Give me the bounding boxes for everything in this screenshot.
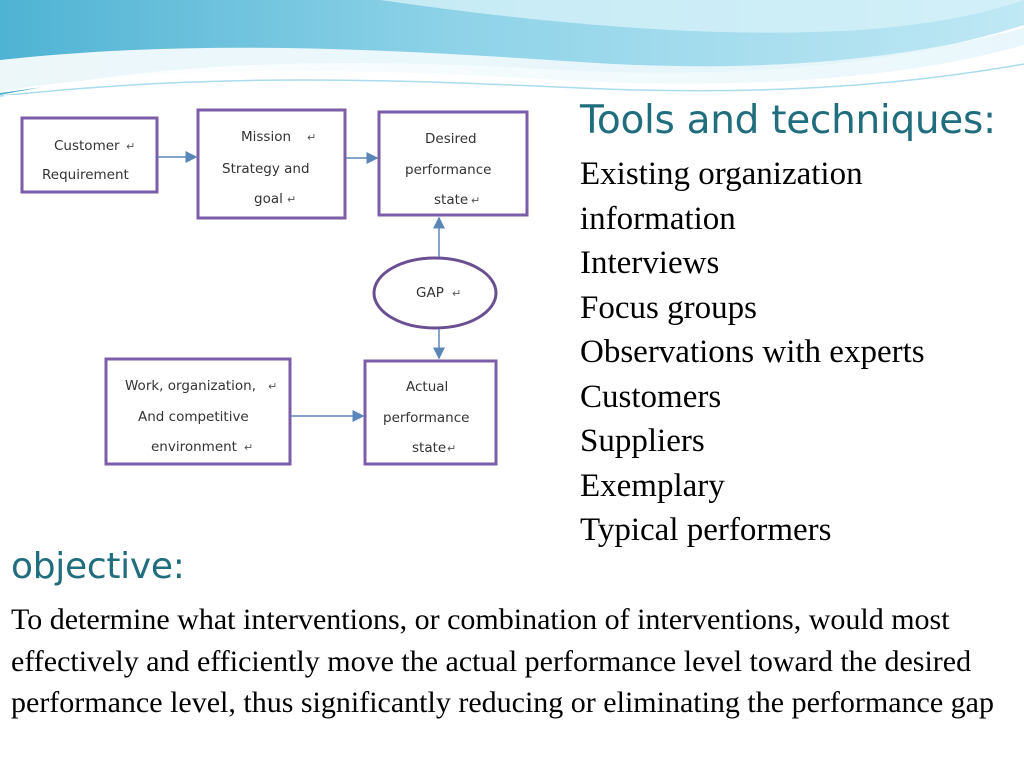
customer-requirement-box (22, 118, 157, 192)
svg-text:Desired: Desired (425, 131, 477, 147)
svg-text:environment: environment (151, 439, 237, 455)
mission-strategy-goal-box (198, 110, 345, 218)
desired-performance-state-box (379, 112, 527, 215)
tools-list-item: Typical performers (580, 512, 832, 548)
svg-text:Mission: Mission (241, 129, 292, 145)
tools-list (580, 152, 1020, 553)
svg-text:performance: performance (383, 410, 470, 426)
svg-text:↵: ↵ (471, 194, 481, 207)
actual-performance-state-box (365, 361, 496, 464)
gap-analysis-diagram (4, 95, 552, 520)
work-environment-box (106, 359, 290, 464)
svg-text:And competitive: And competitive (138, 409, 249, 425)
svg-text:Work, organization,: Work, organization, (125, 378, 256, 394)
svg-text:↵: ↵ (268, 380, 278, 393)
tools-list-item: Suppliers (580, 423, 705, 459)
objective-title: objective: (11, 546, 185, 587)
svg-text:state: state (434, 192, 469, 208)
svg-text:performance: performance (405, 162, 492, 178)
svg-text:Requirement: Requirement (42, 167, 129, 183)
tools-list-item: Interviews (580, 245, 720, 281)
svg-text:GAP: GAP (416, 285, 444, 301)
svg-text:Actual: Actual (406, 379, 449, 395)
svg-text:↵: ↵ (126, 140, 136, 153)
tools-title: Tools and techniques: (580, 98, 996, 143)
tools-list-item: Existing organization (580, 156, 863, 192)
svg-text:↵: ↵ (452, 287, 462, 300)
svg-text:goal: goal (254, 191, 283, 207)
gap-ellipse (374, 258, 496, 328)
svg-text:Customer: Customer (54, 138, 120, 154)
svg-text:state: state (412, 440, 447, 456)
objective-text: To determine what interventions, or combination of interventions, would most effectively and efficiently move the actual performance level toward the desired performance level, thus significantly reducing or eliminating the performance gap (11, 603, 994, 719)
tools-list-item: information (580, 200, 736, 237)
svg-text:Strategy and: Strategy and (222, 161, 310, 177)
tools-list-item: Exemplary (580, 467, 725, 504)
svg-text:↵: ↵ (244, 441, 254, 454)
tools-list-item: Customers (580, 378, 722, 415)
svg-text:↵: ↵ (287, 193, 297, 206)
svg-text:↵: ↵ (447, 442, 457, 455)
tools-list-item: Observations with experts (580, 334, 925, 370)
svg-text:↵: ↵ (307, 131, 317, 144)
tools-list-item: Focus groups (580, 289, 757, 326)
header-wave-decoration (0, 0, 1024, 110)
